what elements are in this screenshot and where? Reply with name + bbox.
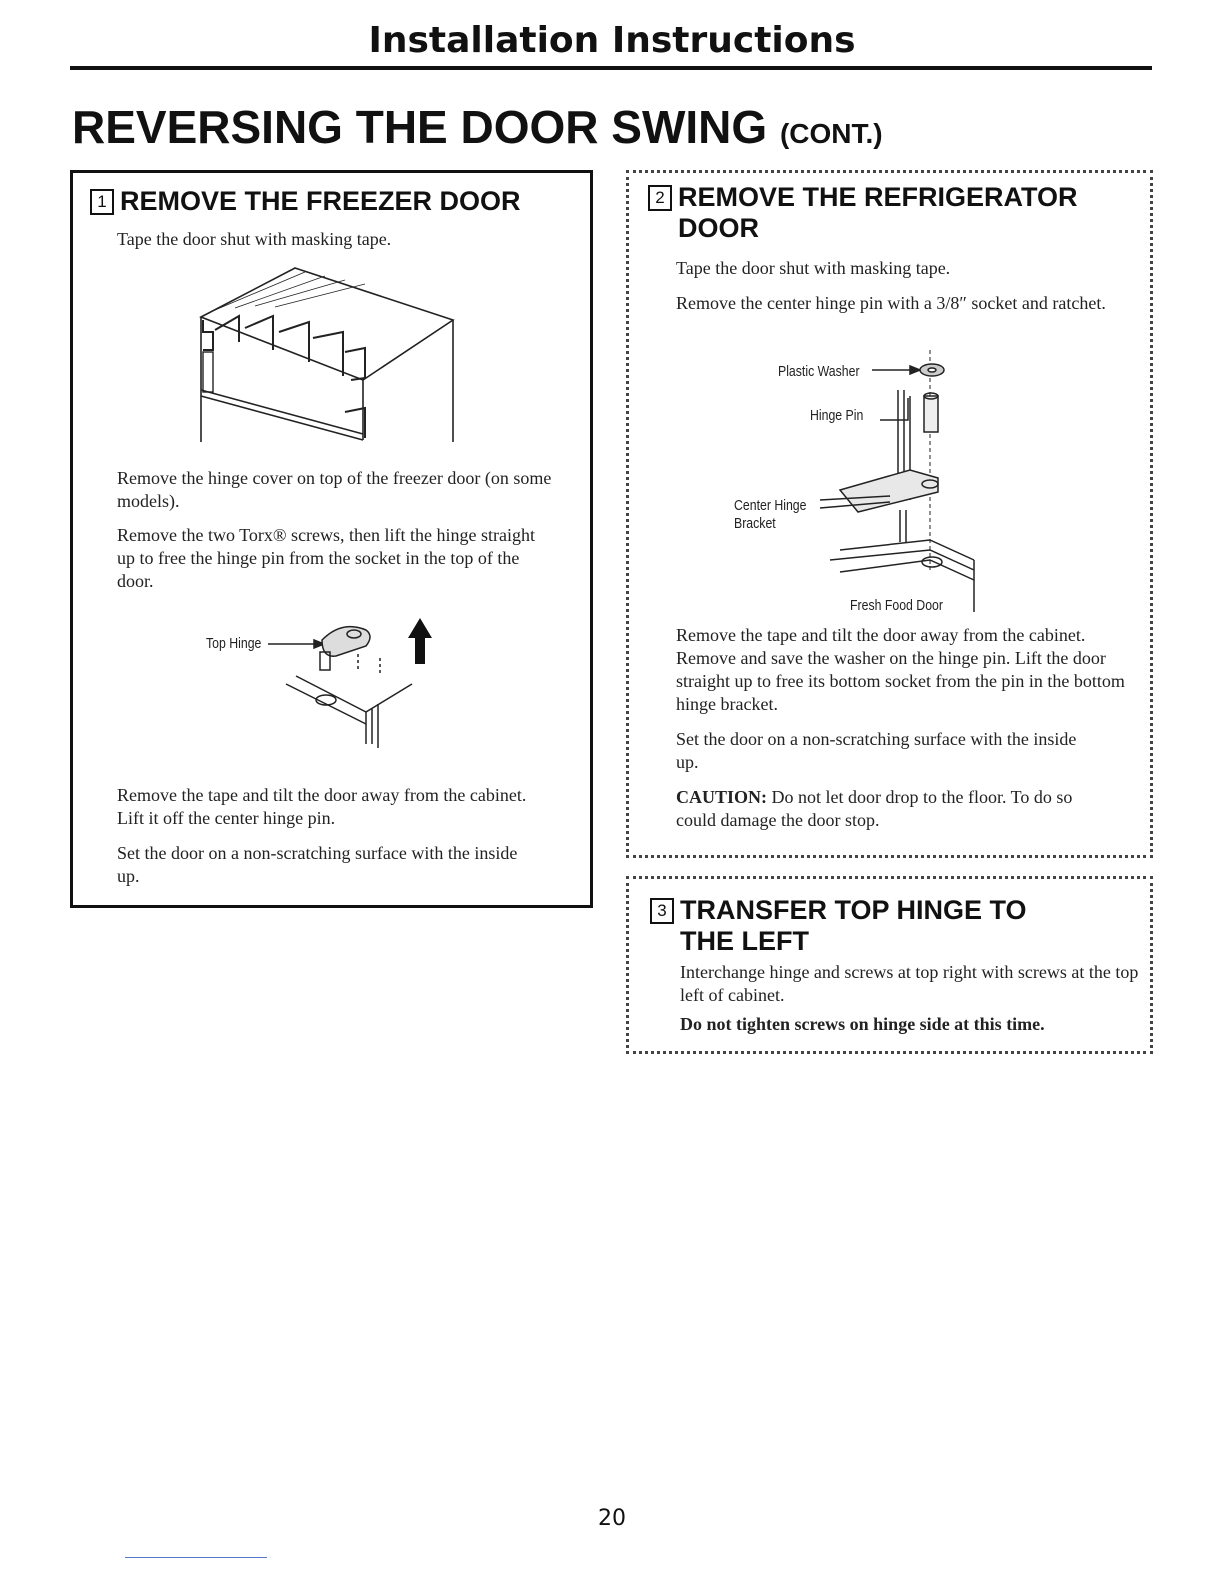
step1-p2: Remove the hinge cover on top of the freezer door (on some models). xyxy=(117,468,552,511)
step2-p3: Remove the tape and tilt the door away from the cabinet. Remove and save the washer on the hinge pin. Lift the door straight up to free its bottom socket from the pin in the bottom hinge bracket. xyxy=(676,625,1125,714)
footer-line xyxy=(125,1557,267,1558)
step1-p5: Set the door on a non-scratching surface with the inside up. xyxy=(117,843,518,886)
step2-p2: Remove the center hinge pin with a 3/8″ socket and ratchet. xyxy=(676,293,1106,313)
step2-title xyxy=(648,182,1118,244)
step1-p4: Remove the tape and tilt the door away from the cabinet. Lift it off the center hinge pin. xyxy=(117,785,527,828)
caution-text: Do not let door drop to the floor. To do so could damage the door stop. xyxy=(676,787,1073,830)
step2-p1: Tape the door shut with masking tape. xyxy=(676,258,951,278)
page-number: 20 xyxy=(598,1506,626,1531)
label-center-hinge: Center Hinge xyxy=(734,497,807,514)
step1-p1: Tape the door shut with masking tape. xyxy=(117,229,392,249)
label-top-hinge: Top Hinge xyxy=(206,635,262,652)
step2-caution xyxy=(676,786,1096,832)
step3-title-text: TRANSFER TOP HINGE TO THE LEFT xyxy=(680,895,1027,956)
label-fresh-food-door: Fresh Food Door xyxy=(850,597,943,614)
freezer-door-illustration xyxy=(195,262,465,447)
step1-title xyxy=(90,186,580,217)
section-title xyxy=(72,100,883,154)
label-bracket: Bracket xyxy=(734,515,776,532)
caution-label: CAUTION: xyxy=(676,787,768,807)
step1-title-text: REMOVE THE FREEZER DOOR xyxy=(120,186,521,216)
page-header-title: Installation Instructions xyxy=(368,20,856,61)
step3-title xyxy=(650,895,1120,957)
step1-number: 1 xyxy=(90,189,114,215)
step2-number: 2 xyxy=(648,185,672,211)
step3-p2 xyxy=(680,1013,1140,1036)
section-title-suffix: (CONT.) xyxy=(779,118,883,149)
label-hinge-pin: Hinge Pin xyxy=(810,407,864,424)
top-hinge-illustration xyxy=(262,612,452,752)
header-rule xyxy=(70,66,1152,70)
center-hinge-illustration xyxy=(820,350,980,612)
label-plastic-washer: Plastic Washer xyxy=(778,363,860,380)
section-title-text: REVERSING THE DOOR SWING xyxy=(72,101,768,153)
step1-p3: Remove the two Torx® screws, then lift the hinge straight up to free the hinge pin from the socket in the top of the door. xyxy=(117,525,535,591)
step3-p2-bold: Do not tighten screws on hinge side at this time. xyxy=(680,1014,1045,1034)
step3-p1: Interchange hinge and screws at top right with screws at the top left of cabinet. xyxy=(680,962,1139,1005)
step3-number: 3 xyxy=(650,898,674,924)
step2-title-text: REMOVE THE REFRIGERATOR DOOR xyxy=(678,182,1078,243)
step2-p4: Set the door on a non-scratching surface with the inside up. xyxy=(676,729,1077,772)
